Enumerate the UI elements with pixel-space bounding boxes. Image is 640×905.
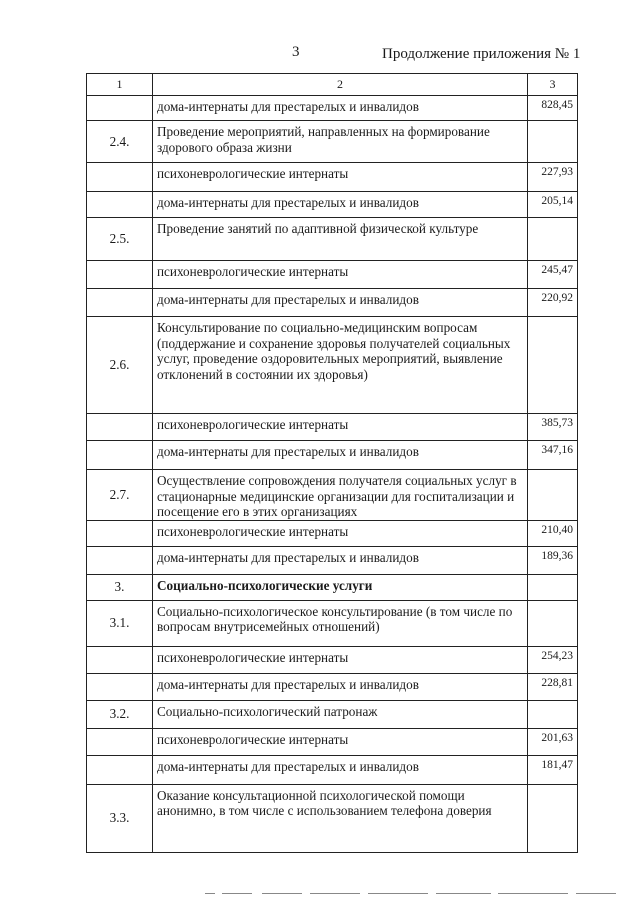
service-name: психоневрологические интернаты <box>153 414 528 441</box>
service-tariff: 254,23 <box>528 646 578 673</box>
row-number: 2.4. <box>87 121 153 163</box>
service-tariff: 189,36 <box>528 546 578 574</box>
service-tariff: 201,63 <box>528 728 578 755</box>
row-number: 3.2. <box>87 700 153 728</box>
table-row <box>87 261 578 289</box>
row-number <box>87 520 153 546</box>
continuation-title: Продолжение приложения № 1 <box>382 46 581 62</box>
table-row <box>87 700 578 728</box>
service-tariff: 228,81 <box>528 673 578 700</box>
row-number: 3. <box>87 574 153 600</box>
table-row <box>87 414 578 441</box>
service-tariff <box>528 784 578 852</box>
service-tariff <box>528 574 578 600</box>
service-tariff: 245,47 <box>528 261 578 289</box>
service-name: дома-интернаты для престарелых и инвалидов <box>153 289 528 317</box>
table-row <box>87 289 578 317</box>
table-row <box>87 218 578 261</box>
service-tariff <box>528 121 578 163</box>
service-name: дома-интернаты для престарелых и инвалидов <box>153 192 528 218</box>
table-row <box>87 96 578 121</box>
service-name: Проведение мероприятий, направленных на формирование здорового образа жизни <box>153 121 528 163</box>
service-name: Социально-психологический патронаж <box>153 700 528 728</box>
row-number <box>87 289 153 317</box>
service-name: Осуществление сопровождения получателя социальных услуг в стационарные медицинские организации для госпитализации и посещение его в этих организациях <box>153 470 528 521</box>
row-number <box>87 441 153 470</box>
scan-edge-marks <box>0 893 640 896</box>
row-number <box>87 546 153 574</box>
service-tariff: 227,93 <box>528 163 578 192</box>
page-number: 3 <box>292 44 300 60</box>
service-tariff: 205,14 <box>528 192 578 218</box>
row-number <box>87 646 153 673</box>
service-tariff: 347,16 <box>528 441 578 470</box>
service-tariff <box>528 470 578 521</box>
service-name: психоневрологические интернаты <box>153 646 528 673</box>
table-row <box>87 546 578 574</box>
table-row <box>87 520 578 546</box>
service-tariff <box>528 700 578 728</box>
service-name: Социально-психологические услуги <box>153 574 528 600</box>
row-number <box>87 673 153 700</box>
row-number: 2.7. <box>87 470 153 521</box>
table-row <box>87 192 578 218</box>
table-row <box>87 673 578 700</box>
service-tariff: 828,45 <box>528 96 578 121</box>
service-tariff: 210,40 <box>528 520 578 546</box>
row-number <box>87 96 153 121</box>
service-name: дома-интернаты для престарелых и инвалидов <box>153 96 528 121</box>
table-row <box>87 574 578 600</box>
service-tariff: 385,73 <box>528 414 578 441</box>
row-number: 2.5. <box>87 218 153 261</box>
service-tariff <box>528 317 578 414</box>
table-row <box>87 121 578 163</box>
table-row <box>87 728 578 755</box>
service-tariff: 181,47 <box>528 755 578 784</box>
table-row <box>87 646 578 673</box>
row-number: 3.3. <box>87 784 153 852</box>
row-number <box>87 728 153 755</box>
service-name: психоневрологические интернаты <box>153 261 528 289</box>
service-name: дома-интернаты для престарелых и инвалидов <box>153 546 528 574</box>
table-row <box>87 600 578 646</box>
service-name: психоневрологические интернаты <box>153 163 528 192</box>
service-name: дома-интернаты для престарелых и инвалидов <box>153 441 528 470</box>
table-row <box>87 441 578 470</box>
service-name: Консультирование по социально-медицинским вопросам (поддержание и сохранение здоровья получателей социальных услуг, проведение оздоровительных мероприятий, выявление отклонений в состоянии их здоровья) <box>153 317 528 414</box>
table-row <box>87 784 578 852</box>
column-header-2: 2 <box>153 74 528 96</box>
tariff-table <box>86 73 578 853</box>
service-name: дома-интернаты для престарелых и инвалидов <box>153 755 528 784</box>
row-number <box>87 755 153 784</box>
table-row <box>87 163 578 192</box>
service-tariff: 220,92 <box>528 289 578 317</box>
service-tariff <box>528 600 578 646</box>
table-row <box>87 755 578 784</box>
service-name: Проведение занятий по адаптивной физической культуре <box>153 218 528 261</box>
row-number <box>87 192 153 218</box>
service-name: психоневрологические интернаты <box>153 520 528 546</box>
table-row <box>87 470 578 521</box>
service-name: Оказание консультационной психологической помощи анонимно, в том числе с использованием телефона доверия <box>153 784 528 852</box>
service-name: Социально-психологическое консультирование (в том числе по вопросам внутрисемейных отношений) <box>153 600 528 646</box>
service-tariff <box>528 218 578 261</box>
row-number <box>87 261 153 289</box>
table-row <box>87 317 578 414</box>
table-header-row <box>87 74 578 96</box>
column-header-1: 1 <box>87 74 153 96</box>
column-header-3: 3 <box>528 74 578 96</box>
service-name: дома-интернаты для престарелых и инвалидов <box>153 673 528 700</box>
row-number: 2.6. <box>87 317 153 414</box>
row-number <box>87 163 153 192</box>
row-number: 3.1. <box>87 600 153 646</box>
row-number <box>87 414 153 441</box>
service-name: психоневрологические интернаты <box>153 728 528 755</box>
